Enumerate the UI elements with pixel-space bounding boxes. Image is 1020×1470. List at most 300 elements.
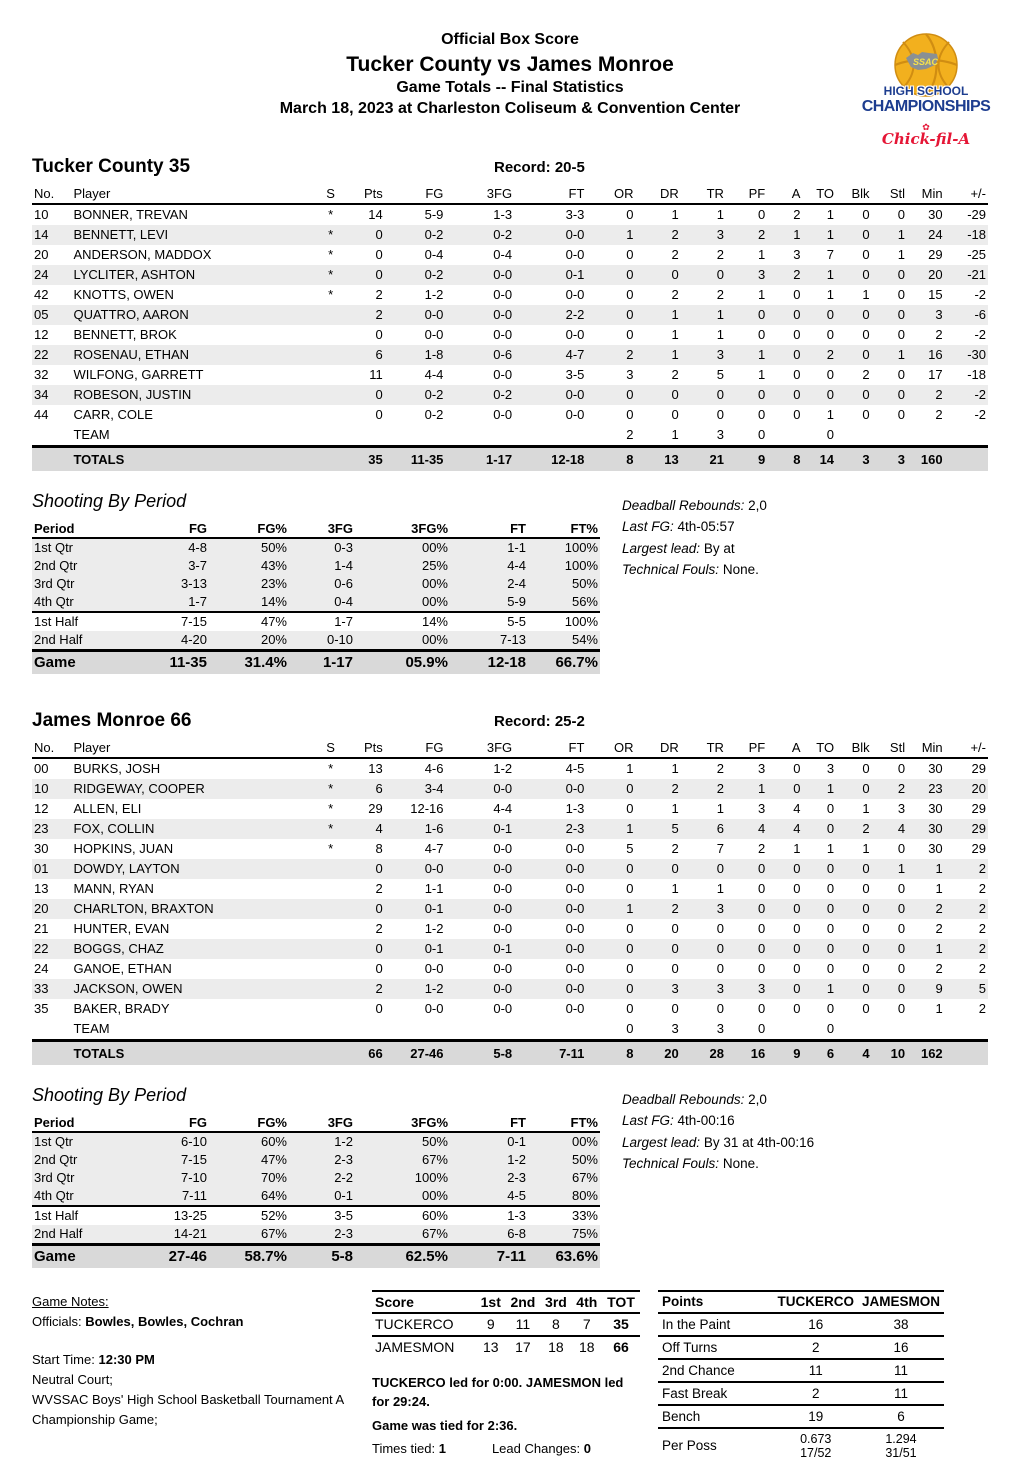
cell-tr: 2 <box>716 287 724 303</box>
cell-stl: 1 <box>897 227 905 243</box>
cell-fg3: 0-3 <box>334 540 353 556</box>
cell-or: 0 <box>626 881 634 897</box>
per-poss-row <box>658 1428 944 1463</box>
col-ft: FT <box>514 184 586 204</box>
cell-or: 2 <box>626 427 634 443</box>
player-rows <box>32 758 988 1041</box>
shooting-by-period <box>32 491 602 674</box>
cell-a: 2 <box>773 1336 858 1359</box>
cell-fg3: 0-0 <box>493 841 513 857</box>
cell-a: 0 <box>793 387 801 403</box>
cell-a: 1 <box>793 227 801 243</box>
cell-stl: 1 <box>897 247 905 263</box>
table-row <box>32 1151 600 1169</box>
totals-row <box>32 1040 988 1065</box>
col-stl: Stl <box>872 738 907 758</box>
cell-min: 29 <box>928 247 943 263</box>
cell-fg3: 0-0 <box>493 327 513 343</box>
cell-no: 32 <box>34 367 49 383</box>
table-row <box>658 1336 944 1359</box>
cell-min: 30 <box>928 821 943 837</box>
cell-fg3: 0-0 <box>493 961 513 977</box>
col-points: Points <box>658 1291 773 1313</box>
cell-min: 1 <box>935 1001 943 1017</box>
cell-a: 2 <box>773 1382 858 1405</box>
cell-q2: 11 <box>506 1313 541 1336</box>
cell-stl: 0 <box>897 407 905 423</box>
cell-q3: 8 <box>540 1313 571 1336</box>
cell-ftp: 100% <box>564 558 598 574</box>
cell-name: RIDGEWAY, COOPER <box>73 781 205 797</box>
cell-dr: 0 <box>671 407 679 423</box>
cell-ftp: 54% <box>571 632 598 648</box>
cell-stl: 1 <box>897 861 906 877</box>
col-ft: FT <box>514 738 586 758</box>
cell-or: 3 <box>626 367 634 383</box>
cell-blk: 0 <box>862 347 870 363</box>
cell-pm <box>945 425 988 447</box>
totals-pts: 35 <box>345 446 384 471</box>
cell-tr: 0 <box>716 387 724 403</box>
cell-fg3: 3-5 <box>289 1206 355 1225</box>
cell-ft: 0-0 <box>565 247 585 263</box>
cell-pm: 5 <box>978 981 986 997</box>
cell-s: * <box>328 841 334 857</box>
score-table <box>372 1290 640 1358</box>
cell-ft: 4-7 <box>565 347 585 363</box>
report-type: Official Box Score <box>441 31 579 48</box>
cell-no: 30 <box>34 841 49 857</box>
totals-a: 9 <box>767 1040 802 1065</box>
cell-pf: 0 <box>758 901 766 917</box>
cell-s: * <box>328 801 334 817</box>
cell-fgp: 64% <box>260 1188 287 1204</box>
cell-to: 0 <box>826 801 835 817</box>
cell-no: 12 <box>34 801 49 817</box>
cell-tr: 1 <box>716 327 724 343</box>
col-to: TO <box>802 738 836 758</box>
game-ft: 7-11 <box>450 1244 528 1268</box>
table-row <box>32 345 988 365</box>
cell-name: DOWDY, LAYTON <box>73 861 180 877</box>
cell-pf: 0 <box>757 327 766 343</box>
cell-pm: 2 <box>978 1001 986 1017</box>
game-3fg: 1-17 <box>289 650 355 674</box>
cell-dr: 3 <box>671 981 679 997</box>
footer <box>32 1290 988 1470</box>
cell-fg3 <box>445 1019 514 1041</box>
game-3fg: 5-8 <box>289 1244 355 1268</box>
cell-tot: 35 <box>602 1313 640 1336</box>
cell-pts: 2 <box>375 981 383 997</box>
table-row <box>32 859 988 879</box>
cell-stl: 0 <box>897 267 905 283</box>
table-row <box>32 557 600 575</box>
col-fg: FG <box>124 1114 209 1132</box>
col-player: Player <box>71 184 315 204</box>
col-3fg: 3FG <box>289 520 355 538</box>
cell-q3: 18 <box>548 1339 564 1356</box>
cell-tr: 7 <box>716 841 724 857</box>
cell-s <box>316 385 345 405</box>
cell-tr: 2 <box>716 781 724 797</box>
cell-blk: 1 <box>862 287 870 303</box>
cell-dr: 2 <box>671 901 679 917</box>
col-3fgpct: 3FG% <box>355 1114 450 1132</box>
cell-stl: 0 <box>897 207 905 223</box>
cell-fg3p: 00% <box>421 576 448 592</box>
cell-fg3: 2-3 <box>334 1152 353 1168</box>
cell-name: ROBESON, JUSTIN <box>73 387 192 403</box>
totals-pf: 9 <box>726 446 767 471</box>
cell-ftp: 00% <box>571 1134 598 1150</box>
cell-s: * <box>328 287 334 303</box>
cell-min: 9 <box>935 981 943 997</box>
cell-blk: 0 <box>862 901 870 917</box>
cell-blk: 0 <box>862 207 870 223</box>
cell-stl: 2 <box>897 781 906 797</box>
col-fg: FG <box>385 738 446 758</box>
cell-tr: 0 <box>716 407 724 423</box>
cell-blk: 0 <box>862 307 870 323</box>
cell-name: BOGGS, CHAZ <box>73 941 164 957</box>
cell-pf: 0 <box>758 1001 766 1017</box>
technical-fouls: Technical Fouls: None. <box>622 1156 759 1172</box>
totals-fg: 11-35 <box>385 446 446 471</box>
cell-no: 21 <box>34 921 49 937</box>
cell-period: 1st Qtr <box>34 1134 74 1150</box>
cell-ft: 1-3 <box>450 1206 528 1225</box>
cell-fgp: 47% <box>209 612 289 631</box>
cell-blk: 0 <box>862 961 870 977</box>
cell-s <box>316 1019 345 1041</box>
cell-a: 4 <box>793 801 801 817</box>
cell-s <box>316 405 345 425</box>
cell-fg3: 1-3 <box>493 207 513 223</box>
cell-dr: 3 <box>671 1021 679 1037</box>
neutral-court-line: Neutral Court; <box>32 1372 113 1388</box>
cell-pm: -30 <box>967 347 986 363</box>
cell-stl: 0 <box>897 1001 906 1017</box>
cell-ftp: 50% <box>571 576 598 592</box>
table-row <box>32 1187 600 1206</box>
cell-stl: 0 <box>897 387 905 403</box>
cell-blk: 0 <box>862 861 870 877</box>
cell-pf: 3 <box>757 267 766 283</box>
col-score: Score <box>372 1291 476 1313</box>
cell-period: 3rd Qtr <box>34 1170 75 1186</box>
cell-fg3p: 00% <box>421 632 448 648</box>
cell-fg3: 0-0 <box>493 367 513 383</box>
cell-min <box>907 1019 945 1041</box>
cell-pts: 0 <box>375 247 383 263</box>
cell-min: 20 <box>928 267 943 283</box>
cell-q2: 17 <box>515 1339 531 1356</box>
score-rows <box>372 1313 640 1358</box>
cell-a: 0 <box>793 407 801 423</box>
cell-blk: 1 <box>862 801 870 817</box>
cell-no: 44 <box>34 407 49 423</box>
table-row <box>32 879 988 899</box>
cell-or: 0 <box>626 387 634 403</box>
cell-s <box>316 899 345 919</box>
team-record: Record: 20-5 <box>494 158 585 176</box>
game-fg: 27-46 <box>124 1244 209 1268</box>
cell-or: 0 <box>626 247 634 263</box>
cell-ftp: 50% <box>571 1152 598 1168</box>
cell-fgp: 20% <box>260 632 287 648</box>
cell-or: 0 <box>626 267 634 283</box>
cell-pts: 0 <box>375 227 383 243</box>
cell-ftp: 100% <box>528 612 600 631</box>
cell-stl <box>872 1019 907 1041</box>
cell-to: 0 <box>826 861 835 877</box>
cell-b: 16 <box>858 1336 944 1359</box>
cell-to: 0 <box>826 327 835 343</box>
officials-line: Officials: Bowles, Bowles, Cochran <box>32 1313 244 1329</box>
cell-stl: 0 <box>897 881 906 897</box>
last-fg: Last FG: 4th-05:57 <box>622 519 735 535</box>
cell-dr: 1 <box>671 881 679 897</box>
cell-blk: 1 <box>862 841 870 857</box>
table-row <box>32 593 600 612</box>
deadball-rebounds: Deadball Rebounds: 2,0 <box>622 1091 767 1107</box>
col-plusminus: +/- <box>945 738 988 758</box>
cell-team: JAMESMON <box>375 1339 455 1356</box>
cell-fg3: 0-0 <box>493 881 513 897</box>
cell-fgp: 52% <box>209 1206 289 1225</box>
totals-min: 162 <box>907 1040 945 1065</box>
cell-or: 0 <box>626 307 634 323</box>
cell-label: 2nd Chance <box>658 1359 773 1382</box>
cell-fg3: 0-0 <box>493 861 513 877</box>
cell-pm: -2 <box>974 287 986 303</box>
cell-dr: 1 <box>671 761 679 777</box>
sponsor-logo-text: Chick-fil-A <box>881 130 971 148</box>
col-min: Min <box>907 184 945 204</box>
cell-min: 16 <box>928 347 943 363</box>
cell-s <box>316 859 345 879</box>
cell-name: WILFONG, GARRETT <box>73 367 204 383</box>
cell-blk <box>836 425 872 447</box>
cell-min: 23 <box>928 781 943 797</box>
cell-tr: 0 <box>716 921 724 937</box>
cell-ftp: 56% <box>571 594 598 610</box>
cell-fg3p: 00% <box>421 540 448 556</box>
cell-min: 30 <box>928 761 943 777</box>
table-row <box>32 245 988 265</box>
cell-fg3: 0-2 <box>493 387 513 403</box>
cell-stl: 1 <box>897 347 905 363</box>
cell-fg3: 0-0 <box>493 1001 513 1017</box>
cell-pm <box>945 1019 988 1041</box>
cell-no: 35 <box>34 1001 49 1017</box>
cell-min: 24 <box>928 227 943 243</box>
cell-fgp: 60% <box>260 1134 287 1150</box>
cell-no: 22 <box>34 941 49 957</box>
col-3rd: 3rd <box>540 1291 571 1313</box>
cell-pm: -25 <box>967 247 986 263</box>
cell-a: 19 <box>773 1405 858 1428</box>
player-table-header <box>32 184 988 204</box>
cell-tr: 1 <box>716 307 724 323</box>
cell-s <box>316 959 345 979</box>
cell-stl: 0 <box>897 327 905 343</box>
cell-fg3p: 67% <box>421 1152 448 1168</box>
cell-or: 0 <box>626 207 634 223</box>
col-fg: FG <box>124 520 209 538</box>
cell-or: 0 <box>626 1021 634 1037</box>
cell-pf: 2 <box>757 227 766 243</box>
game-row <box>32 650 600 674</box>
cell-fg: 5-9 <box>424 207 444 223</box>
cell-ft: 2-2 <box>565 307 585 323</box>
cell-no: 20 <box>34 247 49 263</box>
totals-row <box>32 446 988 471</box>
cell-s <box>316 939 345 959</box>
cell-no: 24 <box>34 267 49 283</box>
shooting-rows <box>32 538 600 651</box>
game-fgpct: 31.4% <box>209 650 289 674</box>
col-ft: FT <box>450 1114 528 1132</box>
cell-fg3: 0-10 <box>326 632 353 648</box>
cell-a: 0 <box>793 941 801 957</box>
table-row <box>32 999 988 1019</box>
cell-min: 1 <box>935 861 943 877</box>
totals-to: 6 <box>802 1040 836 1065</box>
col-or: OR <box>586 184 635 204</box>
header-row <box>32 520 600 538</box>
cell-period: 2nd Qtr <box>34 1152 78 1168</box>
cell-pm: 29 <box>971 821 986 837</box>
cell-dr: 1 <box>671 207 679 223</box>
cell-dr: 1 <box>671 427 679 443</box>
table-row <box>32 225 988 245</box>
cell-fg3: 0-4 <box>334 594 353 610</box>
cell-min: 2 <box>935 387 943 403</box>
table-row <box>32 1206 600 1225</box>
cell-a <box>767 425 802 447</box>
cell-stl: 0 <box>897 287 905 303</box>
shooting-table <box>32 1114 600 1268</box>
cell-fg: 0-0 <box>424 861 444 877</box>
col-tr: TR <box>681 738 726 758</box>
cell-tr: 3 <box>716 427 724 443</box>
table-row <box>32 385 988 405</box>
cell-tr: 2 <box>716 761 724 777</box>
cell-no: 10 <box>34 207 49 223</box>
game-notes-block <box>32 1292 362 1431</box>
cell-min: 2 <box>935 407 943 423</box>
cell-fg: 6-10 <box>180 1134 207 1150</box>
cell-fg: 1-2 <box>424 921 444 937</box>
cell-fg: 0-1 <box>424 901 444 917</box>
cell-fg3: 0-0 <box>493 267 513 283</box>
cell-to: 1 <box>826 981 835 997</box>
cell-a: 1 <box>793 841 801 857</box>
cell-pts: 2 <box>375 881 383 897</box>
cell-or: 1 <box>626 761 634 777</box>
cell-name: TEAM <box>73 1021 110 1037</box>
cell-ftp: 75% <box>571 1226 598 1242</box>
cell-fgp: 70% <box>260 1170 287 1186</box>
cell-pf: 0 <box>757 387 766 403</box>
cell-blk: 0 <box>862 981 870 997</box>
report-subtitle: Game Totals -- Final Statistics <box>396 79 624 97</box>
cell-or: 0 <box>626 1001 634 1017</box>
cell-blk: 2 <box>862 367 870 383</box>
cell-a: 0 <box>793 921 801 937</box>
cell-fg: 4-7 <box>424 841 444 857</box>
cell-pts: 0 <box>375 901 383 917</box>
cell-fg: 0-0 <box>424 961 444 977</box>
cell-ft: 0-0 <box>565 861 585 877</box>
cell-ft: 0-0 <box>565 881 585 897</box>
cell-dr: 0 <box>671 861 679 877</box>
cell-s: * <box>328 821 334 837</box>
cell-ft: 2-3 <box>507 1170 526 1186</box>
cell-or: 0 <box>626 961 634 977</box>
cell-a: 0 <box>793 347 801 363</box>
cell-s <box>316 345 345 365</box>
col-fg: FG <box>385 184 446 204</box>
col-tr: TR <box>681 184 726 204</box>
table-row <box>372 1336 640 1358</box>
team-notes <box>622 1085 814 1175</box>
cell-ft: 1-3 <box>565 801 585 817</box>
cell-name: GANOE, ETHAN <box>73 961 172 977</box>
cell-fg: 7-15 <box>124 612 209 631</box>
cell-min: 1 <box>935 881 943 897</box>
cell-name: BAKER, BRADY <box>73 1001 170 1017</box>
cell-or: 0 <box>626 407 634 423</box>
cell-pts: 29 <box>368 801 383 817</box>
col-a: A <box>767 184 802 204</box>
cell-fg3 <box>445 425 514 447</box>
cell-name: FOX, COLLIN <box>73 821 155 837</box>
player-table-header <box>32 738 988 758</box>
totals-label: TOTALS <box>71 446 315 471</box>
shooting-and-notes <box>32 1085 988 1268</box>
cell-a: 0 <box>793 781 801 797</box>
cell-or: 0 <box>626 287 634 303</box>
cell-no: 10 <box>34 781 49 797</box>
cell-to: 7 <box>826 247 835 263</box>
cell-pm: 2 <box>978 861 986 877</box>
shooting-rows <box>32 1132 600 1245</box>
col-plusminus: +/- <box>945 184 988 204</box>
table-row <box>32 612 600 631</box>
cell-to: 0 <box>826 1001 835 1017</box>
cell-pm: 2 <box>978 941 986 957</box>
cell-dr: 0 <box>671 1001 679 1017</box>
cell-fg3: 0-6 <box>493 347 513 363</box>
table-row <box>32 959 988 979</box>
header-row <box>32 1114 600 1132</box>
table-row <box>32 204 988 225</box>
cell-ft: 1-1 <box>507 540 526 556</box>
cell-tr: 1 <box>716 207 724 223</box>
cell-fg3p: 25% <box>421 558 448 574</box>
totals-ft: 12-18 <box>514 446 586 471</box>
table-row <box>32 365 988 385</box>
cell-pf: 1 <box>757 287 766 303</box>
col-starter: S <box>316 738 345 758</box>
cell-pts: 11 <box>369 367 383 383</box>
cell-fg: 0-0 <box>424 327 444 343</box>
cell-pts: 13 <box>368 761 383 777</box>
cell-fg: 3-4 <box>424 781 444 797</box>
